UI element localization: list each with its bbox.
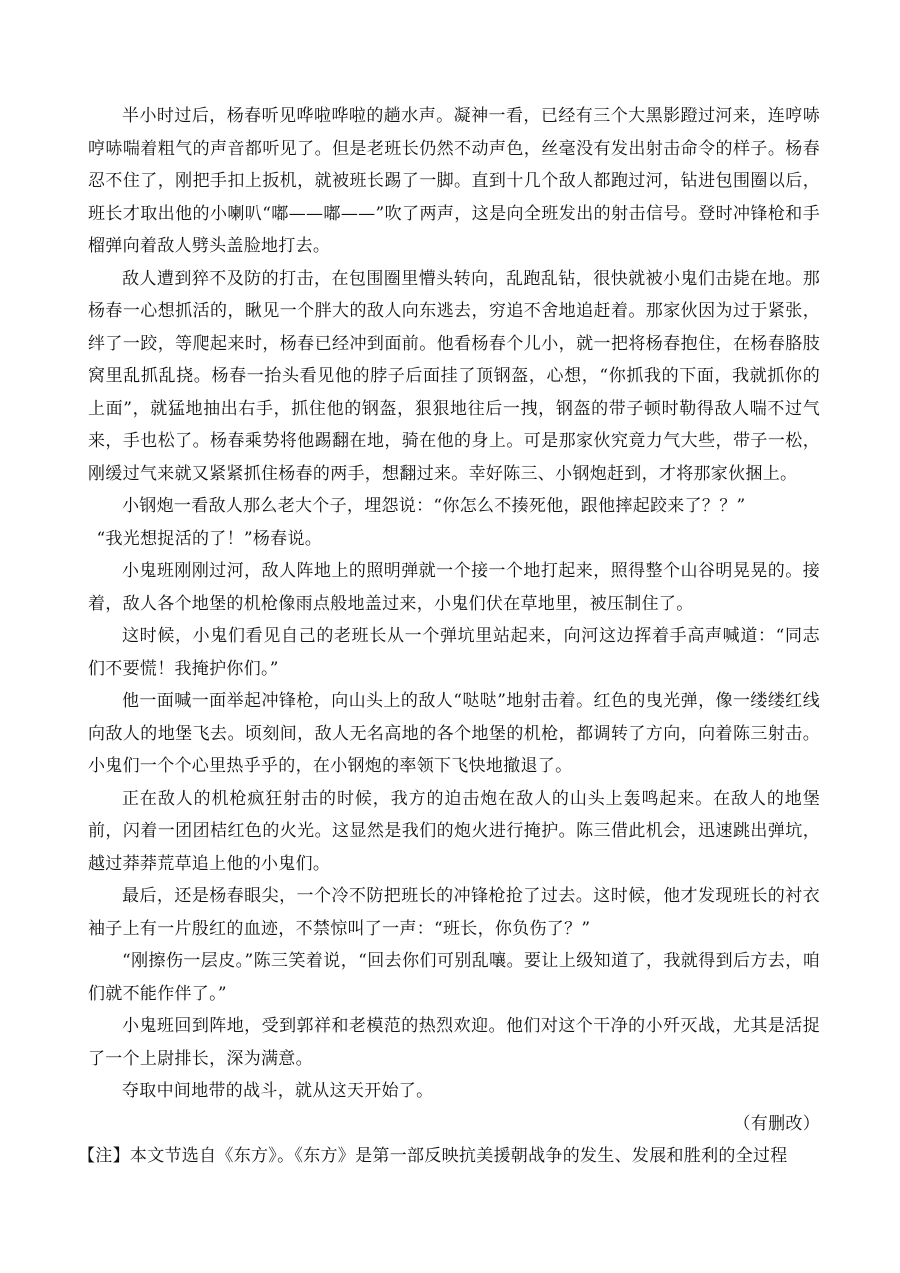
paragraph-11: 小鬼班回到阵地，受到郭祥和老模范的热烈欢迎。他们对这个干净的小歼灭战，尤其是活捉了一个上尉排长，深为满意。 [88, 1016, 820, 1069]
paragraph-9: 最后，还是杨春眼尖，一个冷不防把班长的冲锋枪抢了过去。这时候，他才发现班长的衬衣袖子上有一片殷红的血迹，不禁惊叫了一声：“班长，你负伤了？” [88, 886, 820, 939]
paragraph-3: 小钢炮一看敌人那么老大个子，埋怨说：“你怎么不揍死他，跟他摔起跤来了？？” [122, 496, 746, 516]
document-page [78, 100, 820, 1173]
paragraph-1: 半小时过后，杨春听见哗啦哗啦的趟水声。凝神一看，已经有三个大黑影蹬过河来，连哼哧哼哧喘着粗气的声音都听见了。但是老班长仍然不动声色，丝毫没有发出射击命令的样子。杨春忍不住了，刚把手扣上扳机，就被班长踢了一脚。直到十几个敌人都跑过河，钻进包围圈以后，班长才取出他的小喇叭“嘟——嘟——”吹了两声，这是向全班发出的射击信号。登时冲锋枪和手榴弹向着敌人劈头盖脸地打去。 [88, 106, 820, 256]
paragraph-6: 这时候，小鬼们看见自己的老班长从一个弹坑里站起来，向河这边挥着手高声喊道：“同志们不要慌！我掩护你们。” [88, 626, 820, 679]
source-note: （有删改） [733, 1113, 820, 1134]
paragraph-4: “我光想捉活的了！”杨春说。 [96, 528, 323, 549]
paragraph-12: 夺取中间地带的战斗，就从这天开始了。 [122, 1081, 434, 1101]
paragraph-8: 正在敌人的机枪疯狂射击的时候，我方的迫击炮在敌人的山头上轰鸣起来。在敌人的地堡前，闪着一团团桔红色的火光。这显然是我们的炮火进行掩护。陈三借此机会，迅速跳出弹坑，越过莽莽荒草追上他的小鬼们。 [88, 788, 820, 874]
paragraph-2: 敌人遭到猝不及防的打击，在包围圈里懵头转向，乱跑乱钻，很快就被小鬼们击毙在地。那杨春一心想抓活的，瞅见一个胖大的敌人向东逃去，穷追不舍地追赶着。那家伙因为过于紧张，绊了一跤，等爬起来时，杨春已经冲到面前。他看杨春个儿小，就一把将杨春抱住，在杨春胳肢窝里乱抓乱挠。杨春一抬头看见他的脖子后面挂了顶钢盔，心想，“你抓我的下面，我就抓你的上面”，就猛地抽出右手，抓住他的钢盔，狠狠地往后一拽，钢盔的带子顿时勒得敌人喘不过气来，手也松了。杨春乘势将他踢翻在地，骑在他的身上。可是那家伙究竟力气大些，带子一松，刚缓过气来就又紧紧抓住杨春的两手，想翻过来。幸好陈三、小钢炮赶到，才将那家伙捆上。 [88, 268, 820, 484]
annotation-note: 【注】本文节选自《东方》。《东方》是第一部反映抗美援朝战争的发生、发展和胜利的全过程 [78, 1146, 788, 1166]
paragraph-10: “刚擦伤一层皮。”陈三笑着说，“回去你们可别乱嚷。要让上级知道了，我就得到后方去，咱们就不能作伴了。” [88, 951, 820, 1004]
paragraph-5: 小鬼班刚刚过河，敌人阵地上的照明弹就一个接一个地打起来，照得整个山谷明晃晃的。接着，敌人各个地堡的机枪像雨点般地盖过来，小鬼们伏在草地里，被压制住了。 [88, 561, 820, 614]
paragraph-7: 他一面喊一面举起冲锋枪，向山头上的敌人“哒哒”地射击着。红色的曳光弹，像一缕缕红线向敌人的地堡飞去。顷刻间，敌人无名高地的各个地堡的机枪，都调转了方向，向着陈三射击。小鬼们一个个心里热乎乎的，在小钢炮的率领下飞快地撤退了。 [88, 691, 820, 776]
